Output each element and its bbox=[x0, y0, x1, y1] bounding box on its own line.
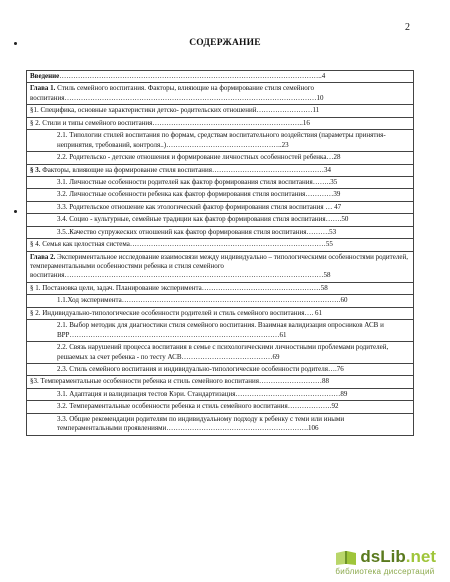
toc-entry bbox=[27, 152, 414, 164]
toc-entry-text: 3.1. Адаптация и валидизация тестов Кэри. Стандартизация………………………………………89 bbox=[57, 389, 348, 398]
toc-row bbox=[27, 376, 414, 388]
toc-row bbox=[27, 176, 414, 188]
watermark-logo-tld: .net bbox=[405, 547, 436, 567]
toc-row bbox=[27, 83, 414, 105]
toc-entry-prefix: §1. bbox=[30, 106, 39, 115]
watermark-logo bbox=[335, 548, 436, 566]
toc-entry-prefix: Глава 2. bbox=[30, 252, 56, 261]
toc-entry-prefix: §3. bbox=[30, 377, 39, 386]
scan-dot bbox=[14, 210, 17, 213]
toc-entry-text: Экспериментальное исследование взаимосвязи между индивидуально – типологическими особенностями родителей, темпераментальными особенностями ребенка и стиля семейного воспитания…………………………………………………………………………………………………58 bbox=[30, 252, 408, 280]
toc-entry-prefix: § 3. bbox=[30, 165, 41, 174]
toc-entry-text: Темпераментальные особенности ребенка и стиль семейного воспитания………………………88 bbox=[38, 377, 329, 386]
toc-entry-text: 3.3. Общие рекомендации родителям по индивидуальному подходу к ребенку с теми или иными темпераментальными проявлениями…………………………………………………….106 bbox=[57, 414, 345, 433]
toc-row bbox=[27, 282, 414, 294]
toc-row bbox=[27, 164, 414, 176]
toc-entry bbox=[27, 251, 414, 282]
toc-entry bbox=[27, 239, 414, 251]
toc-entry-text: 3.2. Личностные особенности ребенка как фактор формирования стиля воспитания…………39 bbox=[57, 190, 341, 199]
toc-entry-prefix: § 1. bbox=[30, 283, 41, 292]
toc-row bbox=[27, 117, 414, 129]
toc-row bbox=[27, 413, 414, 435]
toc-entry-text: Стили и типы семейного воспитания………………………………………………………..16 bbox=[40, 118, 310, 127]
toc-row bbox=[27, 152, 414, 164]
toc-row bbox=[27, 320, 414, 342]
toc-entry bbox=[27, 189, 414, 201]
toc-entry-text: Стиль семейного воспитания. Факторы, влияющие на формирование стиля семейного воспитания………………………………………………………………………………………………10 bbox=[30, 84, 324, 102]
toc-entry bbox=[27, 130, 414, 152]
toc-entry bbox=[27, 117, 414, 129]
toc-entry-text: Специфика, основные характеристики детско- родительских отношений……………………11 bbox=[38, 106, 320, 115]
toc-row bbox=[27, 307, 414, 319]
table-of-contents bbox=[26, 70, 414, 436]
toc-row bbox=[27, 189, 414, 201]
toc-row bbox=[27, 71, 414, 83]
watermark-logo-main: dsLib bbox=[360, 547, 406, 567]
toc-entry-text: Факторы, влияющие на формирование стиля воспитания…………………………………………34 bbox=[40, 165, 332, 174]
toc-entry bbox=[27, 201, 414, 213]
toc-row bbox=[27, 105, 414, 117]
toc-entry bbox=[27, 105, 414, 117]
toc-entry bbox=[27, 83, 414, 105]
toc-entry-prefix: § 2. bbox=[30, 118, 41, 127]
toc-row bbox=[27, 226, 414, 238]
toc-entry-prefix: § 2. bbox=[30, 308, 41, 317]
toc-row bbox=[27, 295, 414, 307]
toc-row bbox=[27, 201, 414, 213]
toc-row bbox=[27, 342, 414, 364]
toc-entry-text: Постановка цели, задач. Планирование эксперимента……………………………………………58 bbox=[40, 283, 328, 292]
toc-entry-text: 3.2. Темпераментальные особенности ребенка и стиль семейного воспитания……………….92 bbox=[57, 402, 339, 411]
page-number: 2 bbox=[405, 22, 410, 33]
toc-row bbox=[27, 363, 414, 375]
toc-entry bbox=[27, 226, 414, 238]
toc-entry-text: …………………………………………………………………………………………………..4 bbox=[59, 72, 326, 80]
toc-entry-text: 2.2. Родительско - детские отношения и формирование личностных особенностей ребенка…28 bbox=[57, 153, 341, 162]
toc-entry bbox=[27, 176, 414, 188]
toc-entry-text: 1.1.Ход эксперимента………………………………………………………………………………….60 bbox=[57, 296, 348, 305]
toc-row bbox=[27, 214, 414, 226]
toc-entry bbox=[27, 214, 414, 226]
toc-entry bbox=[27, 320, 414, 342]
toc-row bbox=[27, 251, 414, 282]
toc-entry-text: 2.1. Выбор методик для диагностики стиля семейного воспитания. Взаимная валидизация опросников АСВ и ВРР………………………………………………………………………………61 bbox=[57, 321, 384, 339]
toc-entry-text: Семья как целостная система…………………………………………………………………………55 bbox=[40, 240, 333, 249]
watermark-subtitle: библиотека диссертаций bbox=[335, 567, 435, 576]
toc-entry bbox=[27, 363, 414, 375]
toc-entry bbox=[27, 71, 414, 83]
toc-entry-text: 3.1. Личностные особенности родителей как фактор формирования стиля воспитания……..35 bbox=[57, 177, 338, 186]
toc-entry bbox=[27, 413, 414, 435]
toc-entry-prefix: Глава 1. bbox=[30, 84, 56, 93]
toc-row bbox=[27, 388, 414, 400]
toc-entry-prefix: § 4. bbox=[30, 240, 41, 249]
toc-entry-text: Индивидуально-типологические особенности родителей и стиль семейного воспитания…. 61 bbox=[40, 308, 322, 317]
toc-entry-prefix: Введение bbox=[30, 72, 60, 80]
toc-entry bbox=[27, 307, 414, 319]
toc-entry-text: 3.5..Качество супружеских отношений как фактор формирования стиля воспитания……….53 bbox=[57, 227, 337, 236]
toc-entry bbox=[27, 295, 414, 307]
toc-row bbox=[27, 239, 414, 251]
dslib-watermark bbox=[335, 548, 436, 576]
toc-entry-text: 2.3. Стиль семейного воспитания и индивидуально-типологические особенности родителя….76 bbox=[57, 364, 344, 373]
toc-entry bbox=[27, 282, 414, 294]
toc-entry bbox=[27, 342, 414, 364]
toc-row bbox=[27, 130, 414, 152]
toc-entry bbox=[27, 376, 414, 388]
toc-entry-text: 3.3. Родительское отношение как этологический фактор формирования стиля воспитания … 47 bbox=[57, 202, 342, 211]
page-title: СОДЕРЖАНИЕ bbox=[189, 38, 261, 48]
toc-entry bbox=[27, 401, 414, 413]
toc-entry bbox=[27, 388, 414, 400]
book-icon bbox=[335, 550, 357, 566]
toc-entry-text: 2.2. Связь нарушений процесса воспитания в семье с психологическими личностными проблемами родителей, решаемых за счет ребенка - по тесту АСВ…………………………………69 bbox=[57, 343, 389, 361]
toc-entry bbox=[27, 164, 414, 176]
toc-entry-text: 2.1. Типологии стилей воспитания по формам, средствам воспитательного воздействия (параметры принятия-непринятия, требований, контроля..)…………………………………………..23 bbox=[57, 131, 386, 149]
toc-entry-text: 3.4. Социо - культурные, семейные традиции как фактор формирования стиля воспитания…….50 bbox=[57, 215, 349, 224]
toc-row bbox=[27, 401, 414, 413]
